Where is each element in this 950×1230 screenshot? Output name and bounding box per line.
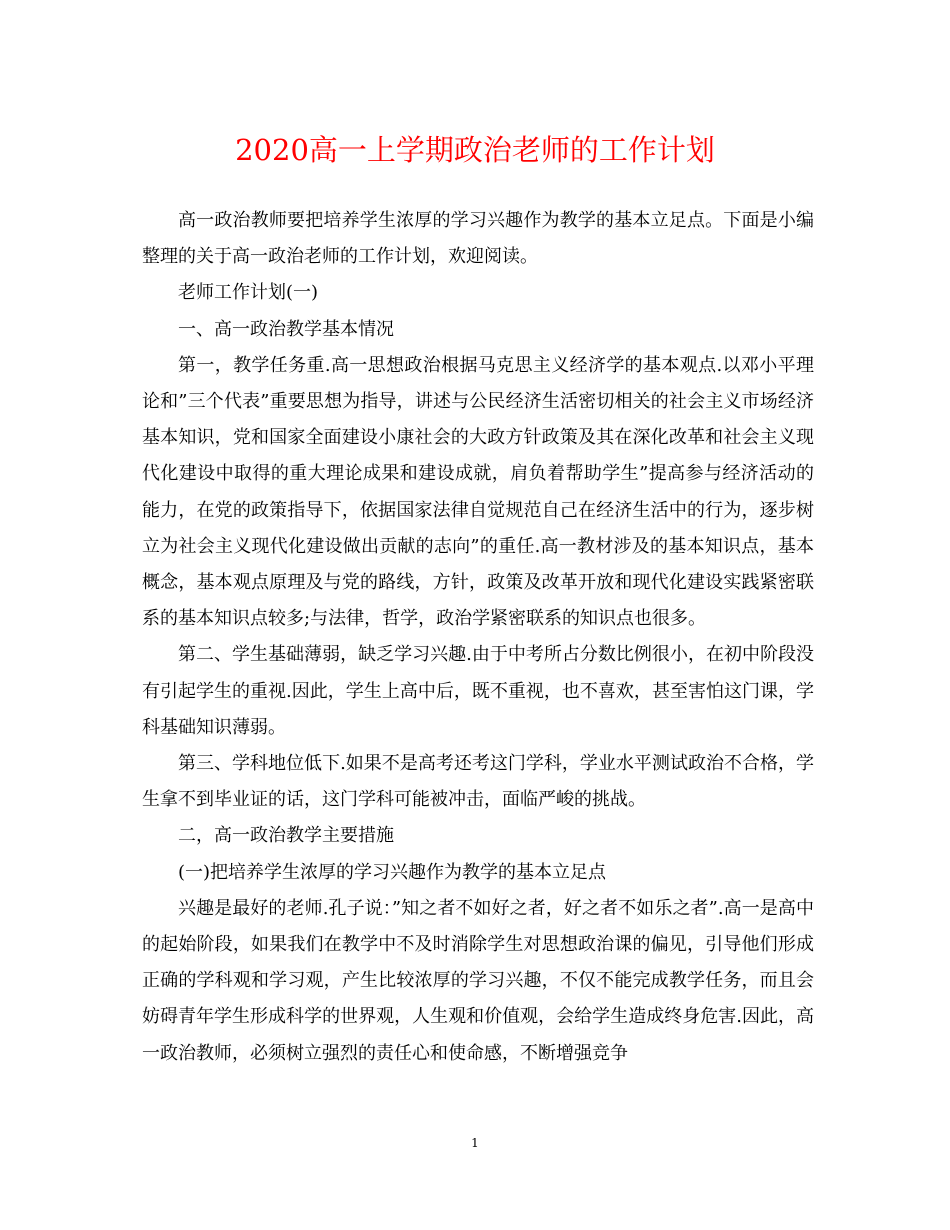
paragraph-subheading-2: 二，高一政治教学主要措施: [178, 825, 394, 847]
paragraph-point-1: 第一，教学任务重.高一思想政治根据马克思主义经济学的基本观点.以邓小平理论和”三个代表”重要思想为指导，讲述与公民经济生活密切相关的社会主义市场经济基本知识，党和国家全面建设小康社会的大政方针政策及其在深化改革和社会主义现代化建设中取得的重大理论成果和建设成就，肩负着帮助学生”提高参与经济活动的能力，在党的政策指导下，依据国家法律自觉规范自己在经济生活中的行为，逐步树立为社会主义现代化建设做出贡献的志向”的重任.高一教材涉及的基本知识点，基本概念，基本观点原理及与党的路线，方针，政策及改革开放和现代化建设实践紧密联系的基本知识点较多;与法律，哲学，政治学紧密联系的知识点也很多。: [142, 354, 814, 630]
paragraph-point-2: 第二、学生基础薄弱，缺乏学习兴趣.由于中考所占分数比例很小，在初中阶段没有引起学生的重视.因此，学生上高中后，既不重视，也不喜欢，甚至害怕这门课，学科基础知识薄弱。: [142, 644, 814, 738]
paragraph-measure-1-heading: (一)把培养学生浓厚的学习兴趣作为教学的基本立足点: [178, 861, 607, 883]
paragraph-measure-1-body: 兴趣是最好的老师.孔子说：”知之者不如好之者，好之者不如乐之者”.高一是高中的起始阶段，如果我们在教学中不及时消除学生对思想政治课的偏见，引导他们形成正确的学科观和学习观，产生比较浓厚的学习兴趣，不仅不能完成教学任务，而且会妨碍青年学生形成科学的世界观，人生观和价值观，会给学生造成终身危害.因此，高一政治教师，必须树立强烈的责任心和使命感，不断增强竞争: [142, 897, 814, 1064]
paragraph-subheading-1: 一、高一政治教学基本情况: [178, 318, 394, 340]
paragraph-intro: 高一政治教师要把培养学生浓厚的学习兴趣作为教学的基本立足点。下面是小编整理的关于高一政治老师的工作计划，欢迎阅读。: [142, 210, 814, 268]
page-number: 1: [471, 1136, 479, 1150]
document-title: 2020高一上学期政治老师的工作计划: [235, 133, 715, 167]
document-body: [142, 203, 814, 1072]
paragraph-point-3: 第三、学科地位低下.如果不是高考还考这门学科，学业水平测试政治不合格，学生拿不到毕业证的话，这门学科可能被冲击，面临严峻的挑战。: [142, 753, 814, 811]
paragraph-section-heading: 老师工作计划(一): [178, 282, 319, 304]
